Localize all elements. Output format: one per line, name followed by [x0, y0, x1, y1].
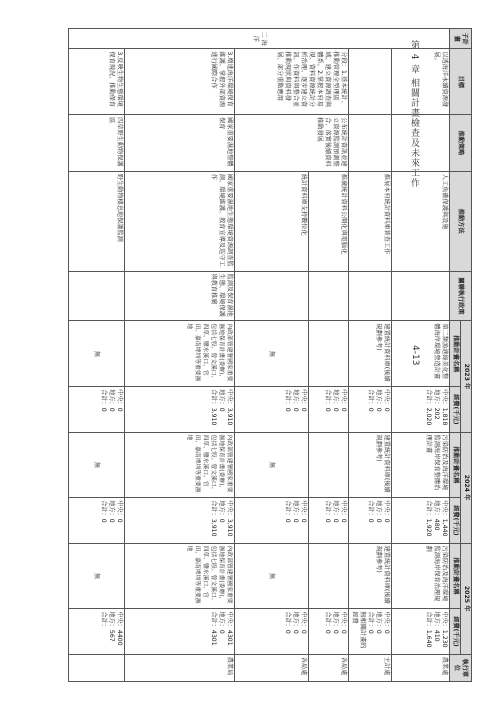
cell-related: 監測及保育濕地生態、環境保護與教育推廣 [125, 271, 235, 321]
header-sub-plan: 子計畫 [450, 29, 472, 49]
cell-method: 推廣統計資料公開化與電腦化 [309, 171, 349, 271]
cell-plan-2025: 無 [235, 543, 309, 609]
cell-budget-2024: 中央：1,440 地方：480 合計：1,920 [392, 498, 450, 543]
header-strategy: 推動策略 [450, 115, 472, 172]
cell-related [392, 271, 450, 321]
cell-budget-2024: 中央：0 地方：0 合計：0 [349, 498, 392, 543]
cell-method: 人工魚礁保護與設施 [392, 171, 450, 271]
cell-budget-2024: 中央：3,910 地方：0 合計：3,910 [125, 498, 235, 543]
cell-budget-2024: 中央：0 地方：0 合計：0 [235, 498, 309, 543]
cell-plan-2025 [309, 543, 349, 609]
cell-budget-2023: 中央：1,818 地方：202 合計：2,020 [392, 387, 450, 432]
cell-budget-2025: 中央：4301 地方：0 合計：4301 [125, 609, 235, 654]
header-year-2023: 2023 年 [461, 321, 472, 432]
cell-budget-2024: 中央：0 地方：0 合計：0 [69, 498, 125, 543]
table-row [125, 29, 235, 682]
header-budget-2025: 經費(千元) [450, 609, 461, 654]
cell-budget-2025: 中央：0 地方：0 合計：0 [235, 609, 309, 654]
cell-plan-2024: 建置統計資料庫(後續規劃參考) [349, 432, 392, 498]
cell-method: 野生動物棲息地保護監測 [69, 171, 125, 271]
cell-budget-2025: 中央：4400 地方：567 合計： [69, 609, 125, 654]
table-row [309, 29, 349, 682]
header-budget-2024: 經費(千元) [450, 498, 461, 543]
cell-related [349, 271, 392, 321]
plan-table [68, 28, 472, 682]
header-plan-name-2023: 推動計畫名稱 [450, 321, 461, 387]
header-method: 推動方法 [450, 171, 472, 271]
cell-plan-2024 [309, 432, 349, 498]
table-wrapper [36, 28, 472, 682]
header-year-2025: 2025 年 [461, 543, 472, 654]
table-row [349, 29, 392, 682]
cell-plan-2024: 污染防治及海洋環境監測海岸保育整體治理計畫 [392, 432, 450, 498]
cell-executor [69, 654, 125, 681]
cell-strategy: 四草野生動物保護區 [69, 115, 125, 172]
cell-budget-2023: 中央：0 地方：0 合計：0 [235, 387, 309, 432]
cell-executor: 農業局 [125, 654, 235, 681]
header-budget-2023: 經費(千元) [450, 387, 461, 432]
header-plan-name-2025: 推動計畫名稱 [450, 543, 461, 609]
cell-plan-2023: 無 [69, 321, 125, 387]
header-goal: 目標 [450, 49, 472, 115]
header-row-1 [461, 29, 472, 682]
cell-goal: 分段：1.基本統計、推動管理全型理區域、建立資源調查與體系。2.掌握本府易現、資料資源統計分析治理、逐步建立資訊、作資料與整合並推動現狀與資料發展、部分重點應用 [235, 49, 349, 115]
cell-related [235, 271, 309, 321]
cell-plan-2023 [309, 321, 349, 387]
cell-method: 推展本府統計資料庫普查工作 [349, 171, 392, 271]
cell-plan-2024: 無 [69, 432, 125, 498]
cell-strategy: 公布統計資訊並建立資源監測預測整合、落實後續資料推動發展 [235, 115, 349, 172]
cell-method: 統計資料庫支持數位化 [235, 171, 309, 271]
cell-executor: 農業處 [392, 654, 450, 681]
header-executor: 執行單位 [450, 654, 472, 681]
cell-strategy [349, 115, 392, 172]
cell-budget-2023: 中央：3,910 地方：0 合計：3,910 [125, 387, 235, 432]
cell-plan-2025: 無 [69, 543, 125, 609]
header-plan-name-2024: 推動計畫名稱 [450, 432, 461, 498]
cell-budget-2025: 中央：1,230 地方：410 合計：1,640 [392, 609, 450, 654]
cell-plan-2023: 第二類漁港綠美化整體海岸環境營造計畫 [392, 321, 450, 387]
cell-plan-2024: 內政部營建署國家重要濕地保育計畫(委辦)，包括七股、曾文溪口、四草、鹽水溪口、官田、嘉南埤圳等重要濕地 [125, 432, 235, 498]
cell-executor: 各局處 [309, 654, 349, 681]
cell-method: 國家重要濕地生態環境資源調查監測、環境維護、教育宣導及巡守工作 [125, 171, 235, 271]
cell-goal: 3.增進海洋環境保育維護、掌握外部資源進行國際合作 [125, 49, 235, 115]
cell-executor: 各局處 [235, 654, 309, 681]
cell-executor: 主計處 [349, 654, 392, 681]
cell-budget-2023: 中央：0 地方：0 合計：0 [349, 387, 392, 432]
cell-related [69, 271, 125, 321]
cell-plan-2023: 內政部營建署國家重要濕地保育計畫(委辦)，包括七股、曾文溪口、四草、鹽水溪口、官田、嘉南埤圳等重要濕地 [125, 321, 235, 387]
cell-goal: 以透海洋永續資源發展。 [392, 49, 450, 115]
cell-plan-2023: 無 [235, 321, 309, 387]
cell-plan-2025: 污染防治及海洋環境監測海岸保育治理規劃 [392, 543, 450, 609]
cell-budget-2023: 中央：0 地方：0 合計：0 [69, 387, 125, 432]
cell-budget-2025: 中央：0 地方：0 合計：0 無相關計畫的經費 [349, 609, 392, 654]
cell-budget-2023: 中央：0 地方：0 合計：0 [309, 387, 349, 432]
cell-budget-2025: 中央：0 地方：0 合計：0 [309, 609, 349, 654]
table-row [392, 29, 450, 682]
cell-strategy: 國家重要濕地整體保育 [125, 115, 235, 172]
cell-budget-2024: 中央：0 地方：0 合計：0 [309, 498, 349, 543]
cell-plan-2025: 建置統計資料庫(後續規劃參考) [349, 543, 392, 609]
cell-plan-2024: 無 [235, 432, 309, 498]
header-year-2024: 2024 年 [461, 432, 472, 543]
chapter-title: 第 4 章 相關計畫檢查及未來工作 [409, 40, 419, 189]
cell-goal: 3.反映生物生態環境保育現況、推動保育 [69, 49, 125, 115]
cell-goal [349, 49, 392, 115]
cell-strategy [392, 115, 450, 172]
rotated-table-container [36, 28, 472, 682]
cell-related [309, 271, 349, 321]
side-label: 二 海洋 [69, 29, 450, 49]
table-row [69, 29, 125, 682]
header-related-plan: 關聯執行政策 [450, 271, 472, 321]
cell-plan-2023: 建置統計資料庫(後續規劃參考) [349, 321, 392, 387]
cell-plan-2025: 內政部營建署國家重要濕地保育計畫(委辦)，包括七股、曾文溪口、四草、鹽水溪口、官田、嘉南埤圳等重要濕地 [125, 543, 235, 609]
page-number: 4-13 [410, 345, 420, 366]
